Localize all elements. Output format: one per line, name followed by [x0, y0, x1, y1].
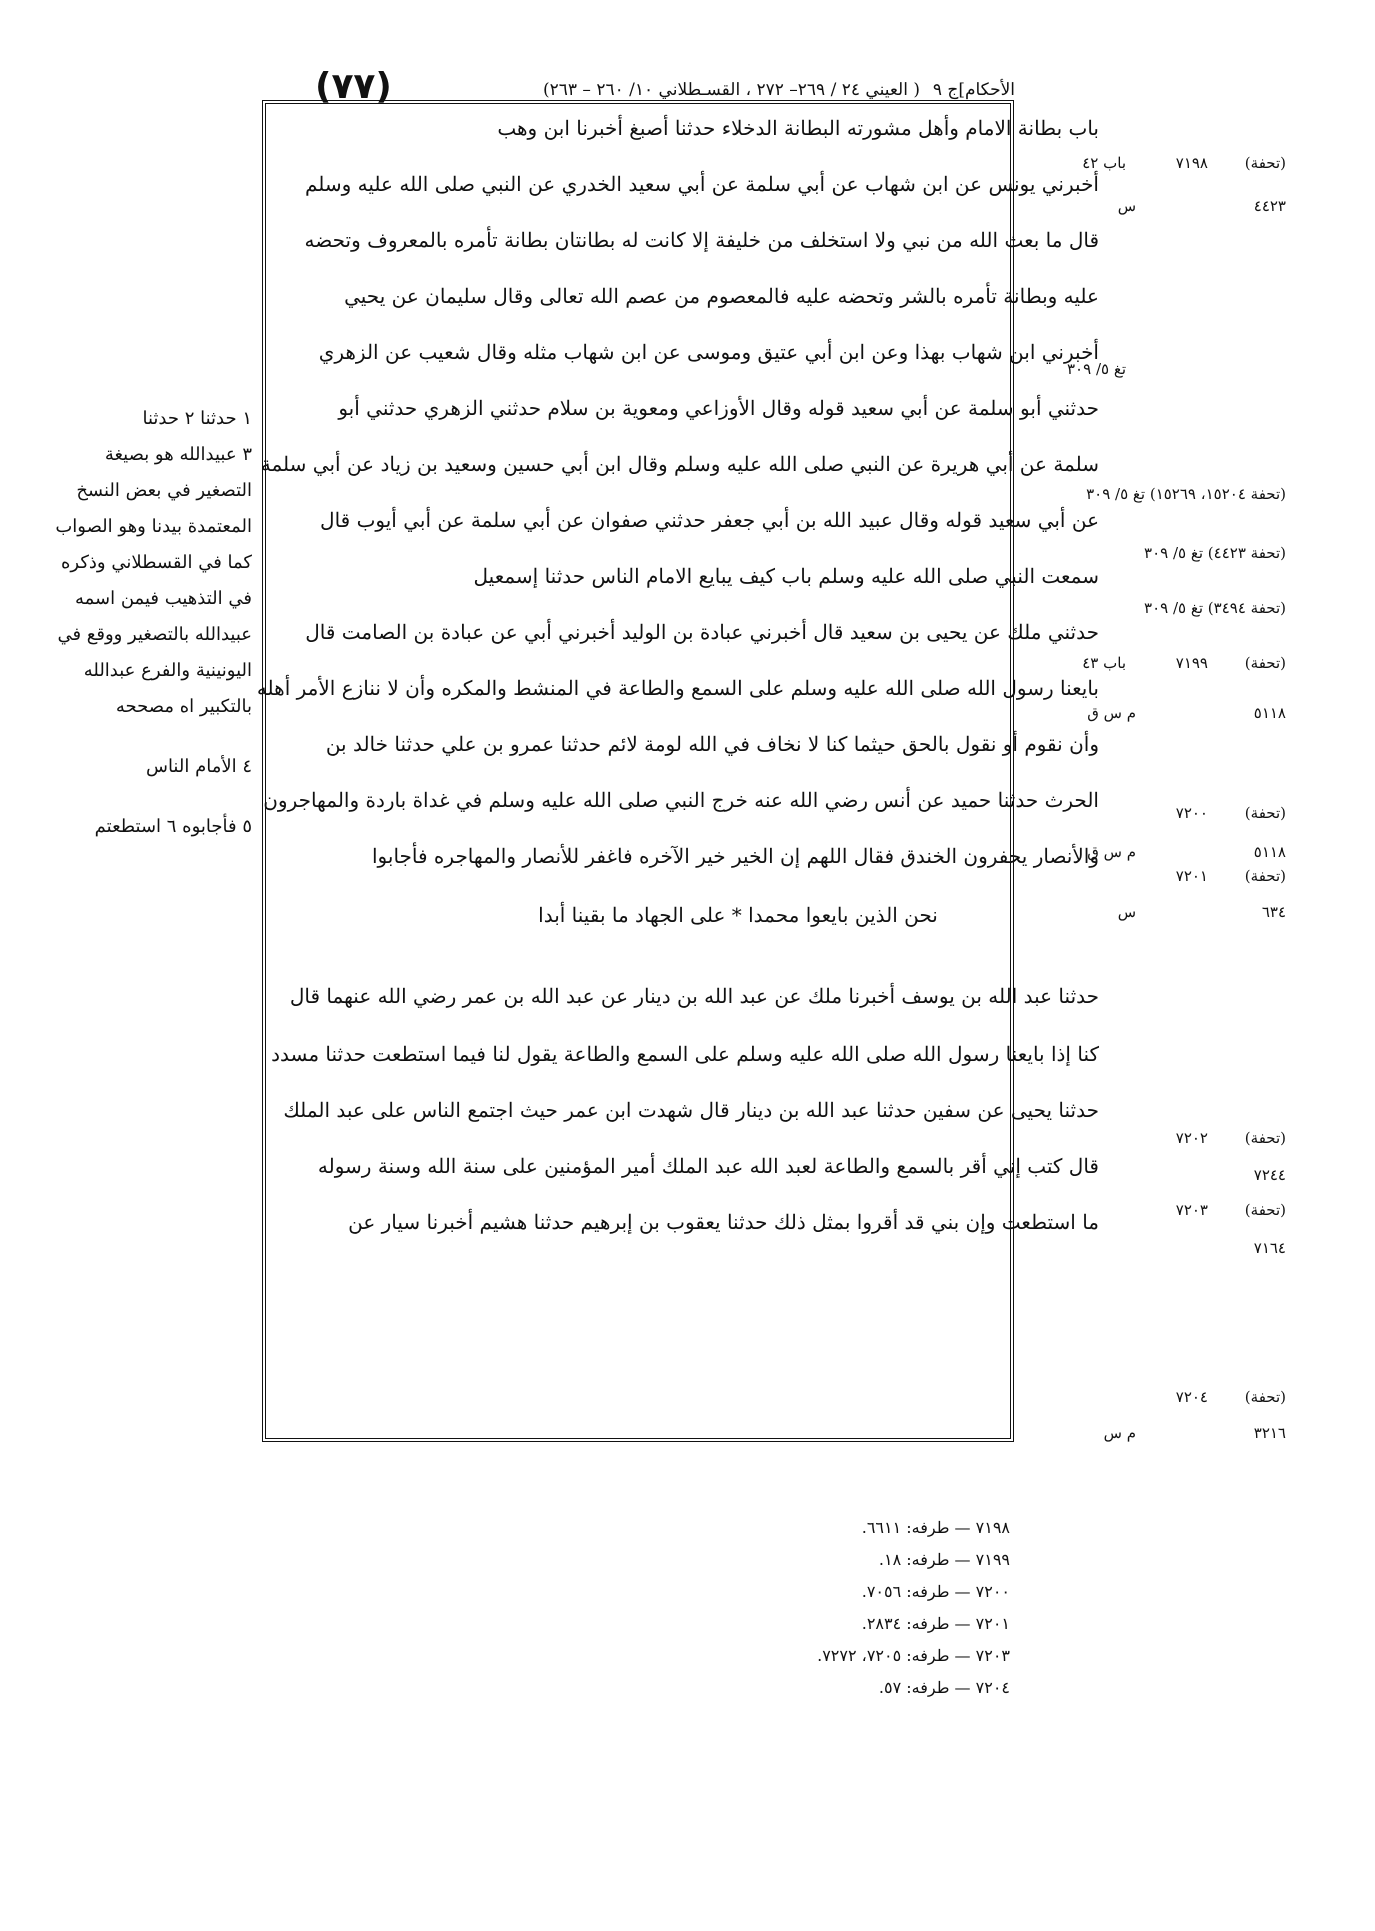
text-line: سمعت النبي صلى الله عليه وسلم باب كيف يبايع الامام الناس حدثنا إسمعيل	[473, 564, 1099, 588]
text-line: والأنصار يحفرون الخندق فقال اللهم إن الخير خير الآخره فاغفر للأنصار والمهاجره فأجابوا	[372, 844, 1099, 868]
tuhfa-number: ٦٣٤	[1261, 903, 1286, 921]
tuhfa-number: ٥١١٨	[1253, 843, 1286, 861]
hadith-number: ٧٢٠٠	[1175, 804, 1208, 822]
text-line: حدثنا عبد الله بن يوسف أخبرنا ملك عن عبد الله بن دينار عن عبد الله بن عمر رضي الله عنهما قال	[289, 984, 1099, 1008]
footnote-line: ٧٢٠٤ — طرفه: ٥٧.	[878, 1678, 1010, 1697]
text-line: عن أبي سعيد قوله وقال عبيد الله بن أبي جعفر حدثني صفوان عن أبي سلمة عن أبي أيوب قال	[320, 508, 1099, 532]
tuhfa-label: (تحفة)	[1244, 1201, 1286, 1219]
marginal-note: ٥ فأجابوه ٦ استطعتم	[94, 816, 252, 837]
source-sigla: س	[1117, 197, 1136, 215]
marginal-note: بالتكبير اه مصححه	[115, 696, 252, 717]
margin-ref-row	[1024, 481, 1286, 507]
page-number: (٧٧)	[315, 66, 392, 107]
marginal-note: التصغير في بعض النسخ	[76, 480, 252, 501]
marginal-notes	[20, 402, 252, 846]
hadith-number: ٧٢٠٢	[1175, 1129, 1208, 1147]
margin-ref-row	[1024, 839, 1286, 865]
tuhfa-label: (تحفة)	[1244, 1129, 1286, 1147]
text-line: أخبرني ابن شهاب بهذا وعن ابن أبي عتيق وموسى عن ابن شهاب مثله وقال شعيب عن الزهري	[318, 340, 1099, 364]
text-line: باب بطانة الامام وأهل مشورته البطانة الدخلاء حدثنا أصبغ أخبرنا ابن وهب	[497, 116, 1099, 140]
margin-ref-row	[1024, 1162, 1286, 1188]
tuhfa-number: ٧١٦٤	[1253, 1239, 1286, 1257]
tuhfa-label: (تحفة)	[1244, 1388, 1286, 1406]
margin-ref-row	[1024, 1420, 1286, 1446]
header-references: ( العيني ٢٤ / ٢٦٩– ٢٧٢ ، القسـطلاني ١٠/ ٢٦٠ – ٢٦٣)	[542, 80, 920, 100]
margin-ref-row	[1024, 150, 1286, 176]
marginal-note: ١ حدثنا ٢ حدثنا	[142, 408, 252, 429]
text-line: الحرث حدثنا حميد عن أنس رضي الله عنه خرج النبي صلى الله عليه وسلم في غداة باردة والمهاجرون	[263, 788, 1099, 812]
margin-ref-row	[1024, 863, 1286, 889]
tuhfa-number: ٧٢٤٤	[1253, 1166, 1286, 1184]
text-line: سلمة عن أبي هريرة عن النبي صلى الله عليه وسلم وقال ابن أبي حسين وسعيد بن زياد عن أبي سلمة	[260, 452, 1099, 476]
marginal-note: كما في القسطلاني وذكره	[60, 552, 252, 573]
tuhfa-taghliq-ref: (تحفة ١٥٢٠٤، ١٥٢٦٩) تغ ٥/ ٣٠٩	[1086, 485, 1286, 503]
source-sigla: م س ق	[1087, 843, 1136, 861]
marginal-note: ٣ عبيدالله هو بصيغة	[104, 444, 252, 465]
tuhfa-taghliq-ref: (تحفة ٤٤٢٣) تغ ٥/ ٣٠٩	[1144, 544, 1286, 562]
margin-ref-row	[1024, 193, 1286, 219]
margin-ref-row	[1024, 1235, 1286, 1261]
source-sigla: م س	[1103, 1424, 1136, 1442]
margin-ref-row	[1024, 650, 1286, 676]
tuhfa-number: ٥١١٨	[1253, 704, 1286, 722]
hadith-number: ٧٢٠١	[1175, 867, 1208, 885]
text-line: حدثنا يحيى عن سفين حدثنا عبد الله بن دينار قال شهدت ابن عمر حيث اجتمع الناس على عبد الملك	[283, 1098, 1099, 1122]
margin-ref-row	[1024, 800, 1286, 826]
footnote-line: ٧٢٠٠ — طرفه: ٧٠٥٦.	[861, 1582, 1010, 1601]
text-line: قال ما بعث الله من نبي ولا استخلف من خليفة إلا كانت له بطانتان بطانة تأمره بالمعروف وتحضه	[304, 228, 1099, 252]
marginal-note: اليونينية والفرع عبدالله	[83, 660, 252, 681]
hadith-number: ٧٢٠٣	[1175, 1201, 1208, 1219]
poem-line: نحن الذين بايعوا محمدا * على الجهاد ما بقينا أبدا	[538, 903, 938, 927]
marginal-note: ٤ الأمام الناس	[145, 756, 252, 777]
footnote-line: ٧٢٠٣ — طرفه: ٧٢٠٥، ٧٢٧٢.	[817, 1646, 1010, 1665]
margin-ref-row	[1024, 540, 1286, 566]
cross-reference-footnotes	[640, 1512, 1010, 1704]
text-line: كنا إذا بايعنا رسول الله صلى الله عليه وسلم على السمع والطاعة يقول لنا فيما استطعت حدثنا مسدد	[271, 1042, 1099, 1066]
footnote-line: ٧١٩٨ — طرفه: ٦٦١١.	[861, 1518, 1010, 1537]
text-line: قال كتب إني أقر بالسمع والطاعة لعبد الله عبد الملك أمير المؤمنين على سنة الله وسنة رسوله	[317, 1154, 1099, 1178]
marginal-note: في التذهيب فيمن اسمه	[74, 588, 252, 609]
marginal-note: المعتمدة بيدنا وهو الصواب	[55, 516, 252, 537]
source-sigla: م س ق	[1087, 704, 1136, 722]
bab-number: باب ٤٣	[1082, 654, 1126, 672]
text-line: حدثني ملك عن يحيى بن سعيد قال أخبرني عبادة بن الوليد أخبرني أبي عن عبادة بن الصامت قال	[305, 620, 1099, 644]
text-line: عليه وبطانة تأمره بالشر وتحضه عليه فالمعصوم من عصم الله تعالى وقال سليمان عن يحيي	[344, 284, 1099, 308]
margin-ref-row	[1024, 899, 1286, 925]
footnote-line: ٧١٩٩ — طرفه: ١٨.	[878, 1550, 1010, 1569]
margin-ref-row	[1024, 1384, 1286, 1410]
tuhfa-label: (تحفة)	[1244, 804, 1286, 822]
tuhfa-label: (تحفة)	[1244, 154, 1286, 172]
margin-ref-row	[1024, 700, 1286, 726]
margin-ref-row	[1024, 1125, 1286, 1151]
source-sigla: س	[1117, 903, 1136, 921]
tuhfa-label: (تحفة)	[1244, 654, 1286, 672]
hadith-number: ٧٢٠٤	[1175, 1388, 1208, 1406]
hadith-number: ٧١٩٨	[1175, 154, 1208, 172]
hadith-number: ٧١٩٩	[1175, 654, 1208, 672]
tuhfa-taghliq-ref: (تحفة ٣٤٩٤) تغ ٥/ ٣٠٩	[1144, 599, 1286, 617]
marginal-note: عبيدالله بالتصغير ووقع في	[57, 624, 252, 645]
tuhfa-number: ٣٢١٦	[1253, 1424, 1286, 1442]
margin-ref-row	[1024, 1197, 1286, 1223]
header-section-title: الأحكام]ج ٩	[932, 80, 1015, 100]
tuhfa-number: ٤٤٢٣	[1253, 197, 1286, 215]
text-line: بايعنا رسول الله صلى الله عليه وسلم على السمع والطاعة في المنشط والمكره وأن لا ننازع الأمر أهله	[256, 676, 1099, 700]
text-line: أخبرني يونس عن ابن شهاب عن أبي سلمة عن أبي سعيد الخدري عن النبي صلى الله عليه وسلم	[304, 172, 1099, 196]
taghliq-ref: تغ ٥/ ٣٠٩	[1067, 360, 1126, 378]
footnote-line: ٧٢٠١ — طرفه: ٢٨٣٤.	[861, 1614, 1010, 1633]
text-line: وأن نقوم أو نقول بالحق حيثما كنا لا نخاف في الله لومة لائم حدثنا عمرو بن علي حدثنا خالد بن	[325, 732, 1099, 756]
margin-ref-row	[1024, 595, 1286, 621]
bab-number: باب ٤٢	[1082, 154, 1126, 172]
text-line: ما استطعت وإن بني قد أقروا بمثل ذلك حدثنا يعقوب بن إبرهيم حدثنا هشيم أخبرنا سيار عن	[348, 1210, 1099, 1234]
tuhfa-label: (تحفة)	[1244, 867, 1286, 885]
margin-ref-row	[1024, 356, 1286, 382]
text-line: حدثني أبو سلمة عن أبي سعيد قوله وقال الأوزاعي ومعوية بن سلام حدثني الزهري حدثني أبو	[338, 396, 1099, 420]
